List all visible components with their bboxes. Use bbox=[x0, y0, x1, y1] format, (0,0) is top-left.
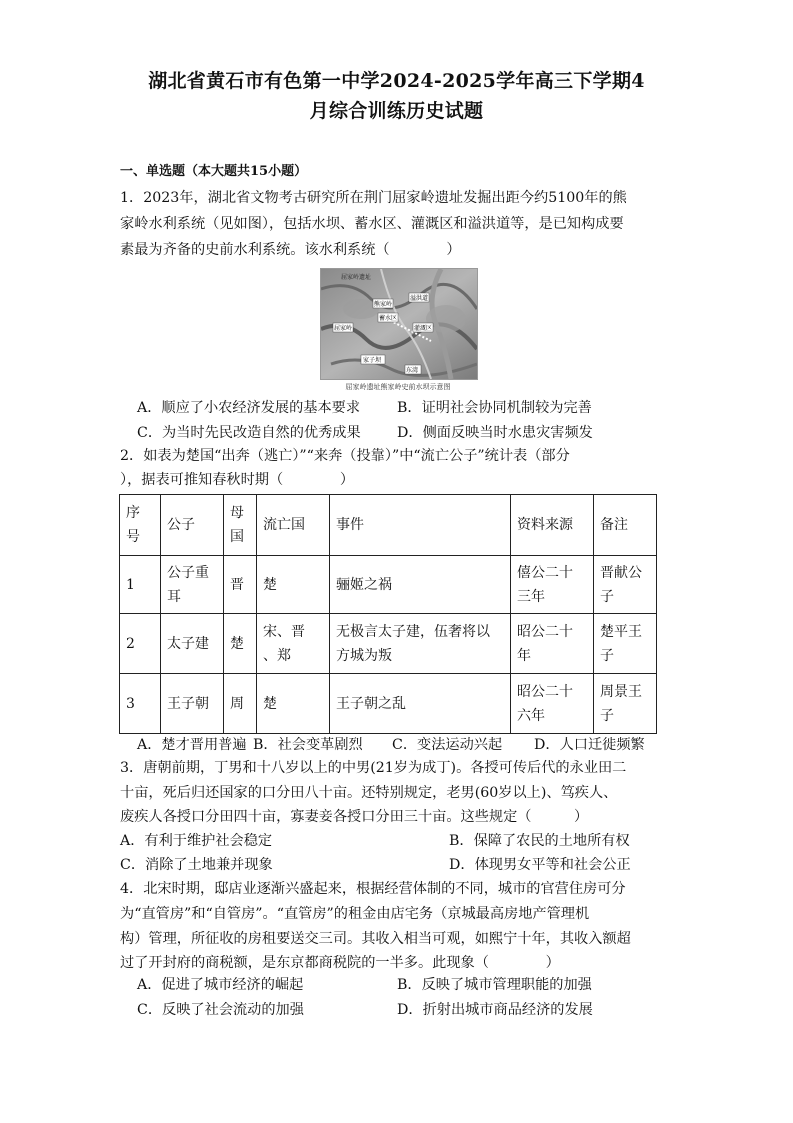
q3-stem-line-1: 3．唐朝前期，丁男和十八岁以上的中男(21岁为成丁)。各授可传后代的永业田二 bbox=[120, 760, 627, 776]
q1-option-d[interactable]: D．侧面反映当时水患灾害频发 bbox=[397, 425, 593, 441]
table-header-row bbox=[120, 495, 657, 556]
q1-map-figure bbox=[320, 268, 478, 380]
map-label-8 bbox=[341, 273, 371, 281]
map-label-1 bbox=[373, 299, 393, 308]
row3-index: 3 bbox=[120, 674, 161, 734]
q2-option-b[interactable]: B．社会变革剧烈 bbox=[253, 737, 363, 753]
q4-stem-line-3: 构）管理，所征收的房租要送交三司。其收入相当可观，如熙宁十年，其收入额超 bbox=[120, 931, 631, 947]
q1-option-c[interactable]: C．为当时先民改造自然的优秀成果 bbox=[137, 425, 361, 441]
map-label-3 bbox=[409, 293, 429, 302]
header-cell-note: 备注 bbox=[594, 495, 657, 556]
q4-option-b[interactable]: B．反映了城市管理职能的加强 bbox=[397, 977, 592, 993]
row1-home-state: 晋 bbox=[224, 556, 257, 614]
svg-text:蓄水区: 蓄水区 bbox=[379, 315, 398, 322]
row3-event: 王子朝之乱 bbox=[330, 674, 511, 734]
q2-stem-line-2: ），据表可推知春秋时期（ ） bbox=[120, 472, 355, 488]
section-heading: 一、单选题（本大题共15小题） bbox=[120, 164, 308, 179]
q3-option-a[interactable]: A．有利于维护社会稳定 bbox=[120, 833, 273, 849]
header-cell-index: 序 号 bbox=[120, 495, 161, 556]
table-row bbox=[120, 614, 657, 674]
row1-index: 1 bbox=[120, 556, 161, 614]
row1-event: 骊姬之祸 bbox=[330, 556, 511, 614]
row3-exile-state: 楚 bbox=[257, 674, 330, 734]
q2-option-c[interactable]: C．变法运动兴起 bbox=[392, 737, 503, 753]
q1-stem-line-2: 家岭水利系统（见如图），包括水坝、蓄水区、灌溉区和溢洪道等，是已知构成要 bbox=[120, 216, 624, 232]
map-label-7 bbox=[405, 365, 421, 374]
svg-text:灌溉区: 灌溉区 bbox=[414, 325, 433, 332]
map-label-2 bbox=[378, 313, 398, 322]
svg-text:家子坝: 家子坝 bbox=[363, 357, 382, 364]
exile-princes-table bbox=[119, 494, 657, 734]
row2-index: 2 bbox=[120, 614, 161, 674]
q3-stem-line-2: 十亩，死后归还国家的口分田八十亩。还特别规定，老男(60岁以上)、笃疾人、 bbox=[120, 785, 618, 801]
terrain-map-image bbox=[321, 269, 477, 379]
map-label-4 bbox=[413, 323, 433, 332]
row2-exile-state: 宋、晋 、郑 bbox=[257, 614, 330, 674]
q4-stem-line-1: 4．北宋时期，邸店业逐渐兴盛起来，根据经营体制的不同，城市的官营住房可分 bbox=[120, 881, 626, 897]
q2-option-d[interactable]: D．人口迁徙频繁 bbox=[534, 737, 645, 753]
row2-home-state: 楚 bbox=[224, 614, 257, 674]
row2-source: 昭公二十 年 bbox=[511, 614, 594, 674]
exam-title bbox=[80, 66, 713, 126]
svg-text:东湾: 东湾 bbox=[406, 367, 419, 374]
q1-option-b[interactable]: B．证明社会协同机制较为完善 bbox=[397, 400, 592, 416]
q3-option-c[interactable]: C．消除了土地兼并现象 bbox=[120, 857, 273, 873]
svg-text:屈家岭遗址: 屈家岭遗址 bbox=[341, 274, 372, 281]
row1-note: 晋献公 子 bbox=[594, 556, 657, 614]
svg-text:溢洪道: 溢洪道 bbox=[410, 295, 429, 302]
header-cell-home-state: 母 国 bbox=[224, 495, 257, 556]
q3-option-b[interactable]: B．保障了农民的土地所有权 bbox=[449, 833, 630, 849]
row2-prince: 太子建 bbox=[161, 614, 224, 674]
row3-source: 昭公二十 六年 bbox=[511, 674, 594, 734]
q3-stem-line-3: 废疾人各授口分田四十亩，寡妻妾各授口分田三十亩。这些规定（ ） bbox=[120, 809, 589, 825]
exam-title-line-1: 湖北省黄石市有色第一中学2024-2025学年高三下学期4 bbox=[148, 70, 645, 92]
q4-option-d[interactable]: D．折射出城市商品经济的发展 bbox=[397, 1002, 593, 1018]
header-cell-source: 资料来源 bbox=[511, 495, 594, 556]
table-row bbox=[120, 674, 657, 734]
q4-option-c[interactable]: C．反映了社会流动的加强 bbox=[137, 1002, 304, 1018]
svg-text:屈家岭: 屈家岭 bbox=[334, 325, 353, 332]
row1-prince: 公子重 耳 bbox=[161, 556, 224, 614]
q1-stem-line-3: 素最为齐备的史前水利系统。该水利系统（ ） bbox=[120, 242, 461, 258]
row3-home-state: 周 bbox=[224, 674, 257, 734]
row1-source: 僖公二十 三年 bbox=[511, 556, 594, 614]
q2-option-a[interactable]: A．楚才晋用普遍 bbox=[137, 737, 247, 753]
q4-option-a[interactable]: A．促进了城市经济的崛起 bbox=[137, 977, 304, 993]
table-row bbox=[120, 556, 657, 614]
map-label-5 bbox=[333, 323, 353, 332]
exam-title-line-2: 月综合训练历史试题 bbox=[309, 100, 484, 122]
q4-stem-line-4: 过了开封府的商税额，是东京都商税院的一半多。此现象（ ） bbox=[120, 955, 560, 971]
q1-stem-line-1: 1．2023年，湖北省文物考古研究所在荆门屈家岭遗址发掘出距今约5100年的熊 bbox=[120, 190, 627, 206]
row1-exile-state: 楚 bbox=[257, 556, 330, 614]
row2-note: 楚平王 子 bbox=[594, 614, 657, 674]
q4-stem-line-2: 为“直管房”和“自管房”。“直管房”的租金由店宅务（京城最高房地产管理机 bbox=[120, 906, 590, 922]
header-cell-event: 事件 bbox=[330, 495, 511, 556]
header-cell-prince: 公子 bbox=[161, 495, 224, 556]
q2-stem-line-1: 2．如表为楚国“出奔（逃亡）”“来奔（投靠）”中“流亡公子”统计表（部分 bbox=[120, 448, 570, 464]
row3-note: 周景王 子 bbox=[594, 674, 657, 734]
svg-text:熊家岭: 熊家岭 bbox=[374, 301, 393, 308]
q3-option-d[interactable]: D．体现男女平等和社会公正 bbox=[449, 857, 631, 873]
q1-option-a[interactable]: A．顺应了小农经济发展的基本要求 bbox=[137, 400, 361, 416]
row3-prince: 王子朝 bbox=[161, 674, 224, 734]
header-cell-exile-state: 流亡国 bbox=[257, 495, 330, 556]
q1-figure-caption: 屈家岭遗址熊家岭史前水坝示意图 bbox=[345, 383, 451, 391]
row2-event: 无极言太子建，伍奢将以 方城为叛 bbox=[330, 614, 511, 674]
map-label-6 bbox=[361, 355, 385, 364]
